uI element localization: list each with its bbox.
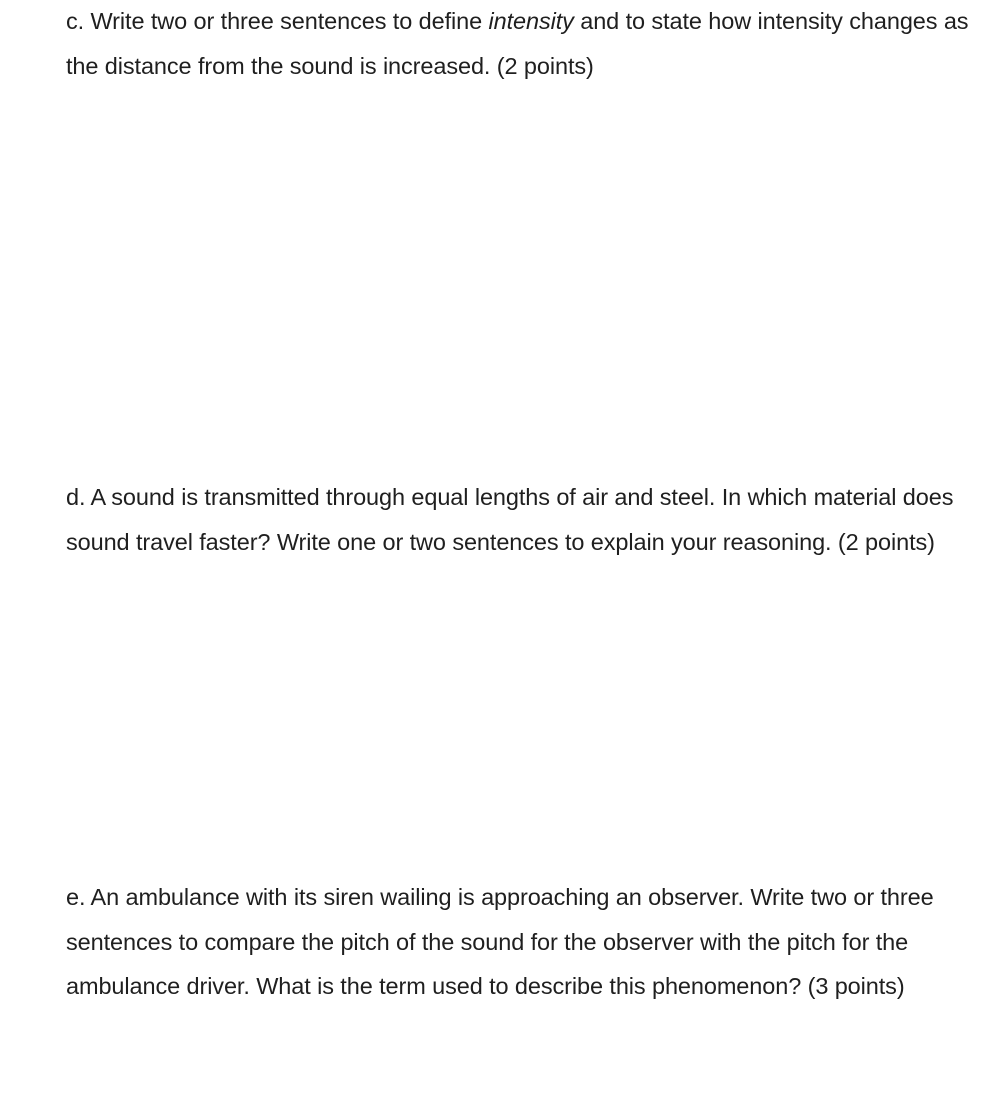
question-c-text-before: c. Write two or three sentences to define xyxy=(66,8,489,34)
question-c xyxy=(66,0,996,88)
question-d: d. A sound is transmitted through equal lengths of air and steel. In which material does sound travel faster? Write one or two sentences to explain your reasoning. (2 points) xyxy=(66,484,954,555)
question-e: e. An ambulance with its siren wailing is approaching an observer. Write two or three sentences to compare the pitch of the sound for the observer with the pitch for the ambulance driver. What is the term used to describe this phenomenon? (3 points) xyxy=(66,884,934,1000)
question-c-emphasis: intensity xyxy=(488,8,574,34)
question-c-text-after: and to state how intensity changes as the distance from the sound is increased. (2 points) xyxy=(66,8,969,79)
